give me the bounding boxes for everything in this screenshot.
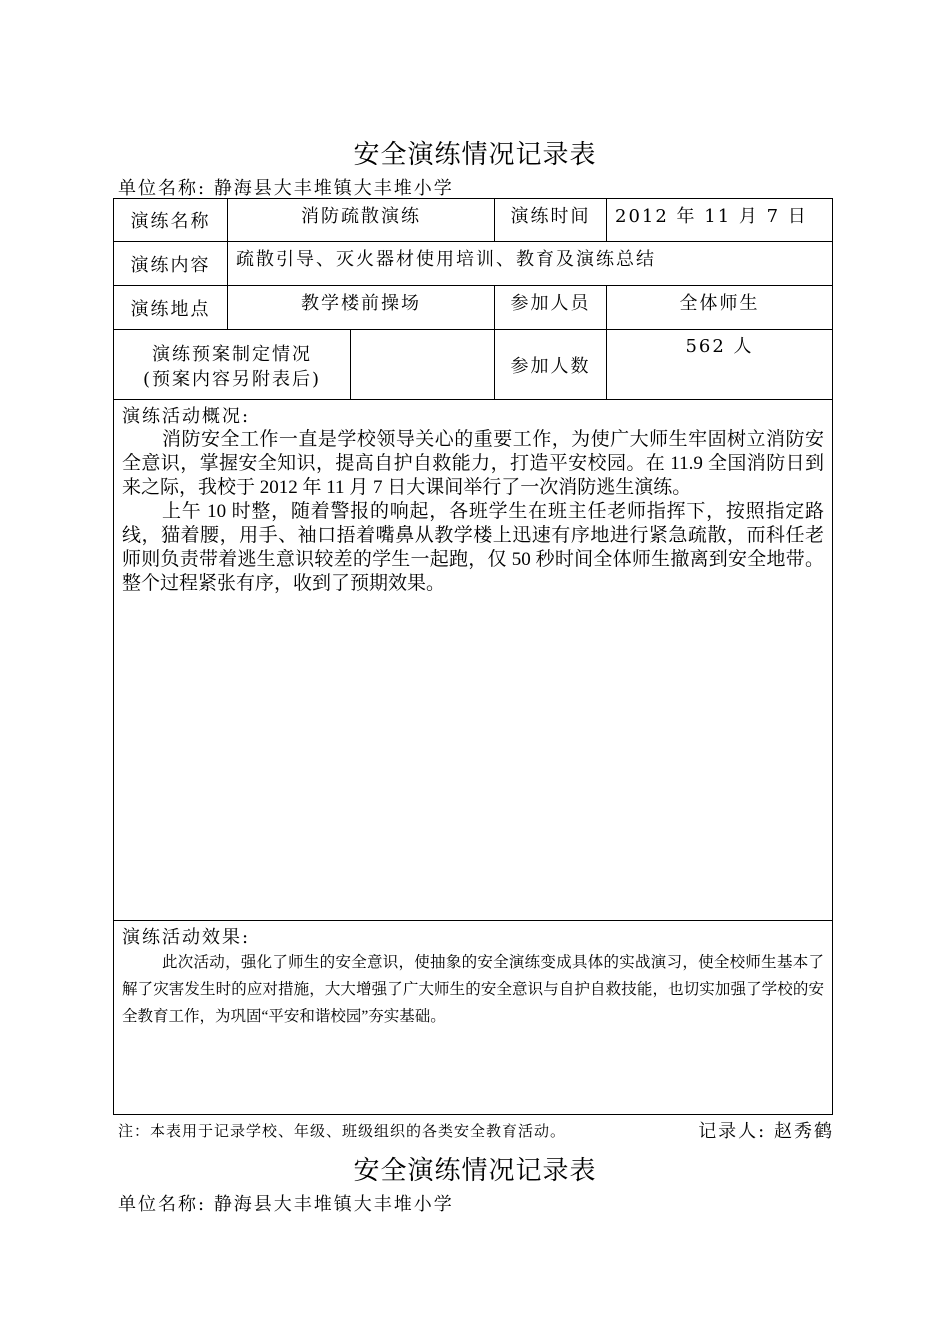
unit-value: 静海县大丰堆镇大丰堆小学	[213, 178, 454, 199]
table-row	[114, 921, 833, 1115]
drill-content-label: 演练内容	[114, 242, 228, 286]
participants-label: 参加人员	[495, 286, 607, 330]
table-row	[114, 286, 833, 330]
page-title-2: 安全演练情况记录表	[353, 1156, 597, 1186]
effect-heading: 演练活动效果:	[122, 927, 251, 948]
unit-label: 单位名称:	[118, 1194, 207, 1215]
participant-count-label: 参加人数	[495, 330, 607, 400]
record-table	[113, 198, 833, 1115]
table-row	[114, 242, 833, 286]
drill-content-value: 疏散引导、灭火器材使用培训、教育及演练总结	[228, 242, 833, 286]
plan-value	[351, 330, 495, 400]
participant-count-value: 562 人	[607, 330, 833, 400]
recorder-name: 赵秀鹤	[774, 1121, 834, 1142]
participants-value: 全体师生	[607, 286, 833, 330]
table-row	[114, 330, 833, 400]
plan-label-line2: (预案内容另附表后)	[142, 369, 322, 390]
table-row	[114, 400, 833, 921]
unit-line	[118, 174, 454, 200]
table-row	[114, 199, 833, 242]
overview-paragraph: 上午 10 时整，随着警报的响起，各班学生在班主任老师指挥下，按照指定路线，猫着腰，用手、袖口捂着嘴鼻从教学楼上迅速有序地进行紧急疏散，而科任老师则负责带着逃生意识较差的学生一起跑，仅 50 秒时间全体师生撤离到安全地带。整个过程紧张有序，收到了预期效果。	[122, 501, 824, 594]
effect-cell	[114, 921, 833, 1115]
drill-time-value: 2012 年 11 月 7 日	[607, 199, 833, 242]
drill-location-label: 演练地点	[114, 286, 228, 330]
drill-time-label: 演练时间	[495, 199, 607, 242]
unit-line-2	[118, 1190, 454, 1216]
overview-heading: 演练活动概况:	[122, 406, 251, 427]
recorder-label: 记录人:	[698, 1121, 767, 1142]
drill-location-value: 教学楼前操场	[228, 286, 495, 330]
plan-label	[114, 330, 351, 400]
footnote: 注：本表用于记录学校、年级、班级组织的各类安全教育活动。	[118, 1122, 567, 1140]
unit-value: 静海县大丰堆镇大丰堆小学	[213, 1194, 454, 1215]
drill-name-label: 演练名称	[114, 199, 228, 242]
recorder	[698, 1117, 834, 1143]
page-title: 安全演练情况记录表	[353, 140, 597, 170]
effect-paragraph: 此次活动，强化了师生的安全意识，使抽象的安全演练变成具体的实战演习，使全校师生基本了解了灾害发生时的应对措施，大大增强了广大师生的安全意识与自护自救技能，也切实加强了学校的安全教育工作，为巩固“平安和谐校园”夯实基础。	[122, 954, 824, 1025]
unit-label: 单位名称:	[118, 178, 207, 199]
drill-name-value: 消防疏散演练	[228, 199, 495, 242]
plan-label-line1: 演练预案制定情况	[152, 344, 312, 365]
overview-paragraph: 消防安全工作一直是学校领导关心的重要工作，为使广大师生牢固树立消防安全意识，掌握安全知识，提高自护自救能力，打造平安校园。在 11.9 全国消防日到来之际，我校于 2012 年 11 月 7 日大课间举行了一次消防逃生演练。	[122, 429, 824, 498]
overview-cell	[114, 400, 833, 921]
